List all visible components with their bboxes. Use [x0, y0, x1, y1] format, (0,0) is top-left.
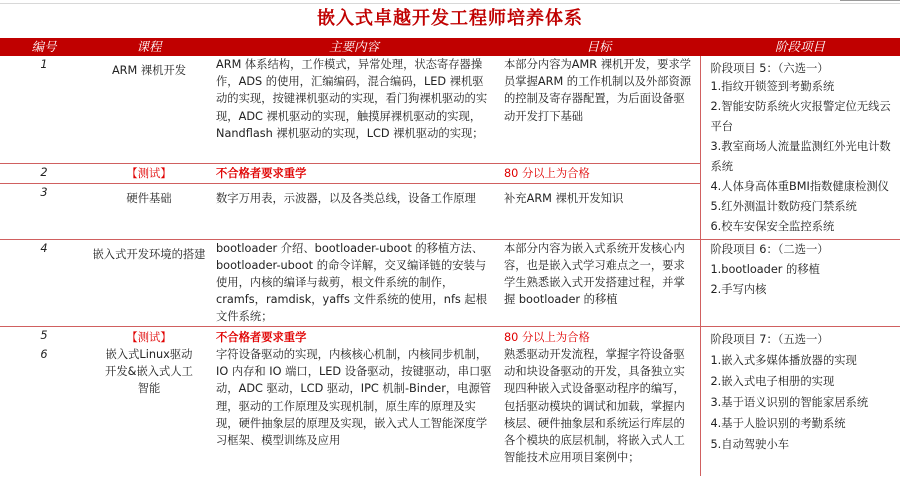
stage-item: 5.自动驾驶小车	[710, 437, 790, 451]
stage-block-6	[700, 239, 900, 326]
header-content: 主要内容	[210, 38, 498, 56]
stage-item: 2.手写内核	[710, 282, 767, 296]
header-stage: 阶段项目	[700, 38, 900, 56]
row-content: 数字万用表，示波器，以及各类总线，设备工作原理	[210, 183, 498, 239]
row-num: 1	[40, 58, 48, 71]
top-rule-end	[840, 0, 900, 4]
row-course: 【测试】	[88, 163, 210, 183]
row-num: 4	[0, 239, 88, 326]
row-goal: 熟悉驱动开发流程，掌握字符设备驱动和块设备驱动的开发，具备独立实现四种嵌入式设备驱动程序的编写，包括驱动模块的调试和加载，掌握内核层、硬件抽象层和系统运行库层的各个模块的底层机制，将嵌入式人工智能技术应用项目案例中；	[504, 348, 685, 465]
stage-title: 阶段项目 6：（二选一）	[710, 242, 829, 256]
stage-item: 3.基于语义识别的智能家居系统	[710, 395, 869, 409]
row-course: ARM 裸机开发	[111, 64, 187, 77]
header-course: 课程	[88, 38, 210, 56]
row-content: ARM 体系结构，工作模式，异常处理，状态寄存器操作，ADS 的使用，汇编编码，混合编码，LED 裸机驱动的实现，按键裸机驱动的实现，看门狗裸机驱动的实现，ADC 裸机驱动的实现，触摸屏裸机驱动的实现，Nandflash 裸机驱动的实现，LCD 裸机驱动的实现；	[216, 58, 488, 140]
table-row	[0, 239, 900, 326]
row-num: 5	[0, 326, 88, 346]
top-rule	[0, 3, 900, 4]
row-goal: 本部分内容为AMR 裸机开发，要求学员掌握ARM 的工作机制以及外部资源的控制及寄存器配置，为后面设备驱动开发打下基础	[504, 58, 692, 123]
stage-title: 阶段项目 7：（五选一）	[710, 332, 829, 346]
row-num: 6	[40, 348, 48, 362]
row-goal: 本部分内容为嵌入式系统开发核心内容，也是嵌入式学习难点之一，要求学生熟悉嵌入式开发搭建过程，并掌握 bootloader 的移植	[498, 239, 700, 326]
stage-block-7	[700, 326, 900, 476]
table-row	[0, 56, 900, 163]
table-row	[0, 326, 900, 346]
stage-item: 1.嵌入式多媒体播放器的实现	[710, 353, 857, 367]
row-content: 不合格者要求重学	[210, 326, 498, 346]
stage-item: 2.智能安防系统火灾报警定位无线云平台	[710, 100, 891, 134]
table-header-row	[0, 38, 900, 56]
row-course: 硬件基础	[88, 183, 210, 239]
stage-item: 5.红外测温计数防疫门禁系统	[710, 200, 857, 214]
stage-item: 1.bootloader 的移植	[710, 262, 820, 276]
header-goal: 目标	[498, 38, 700, 56]
row-content: 不合格者要求重学	[210, 163, 498, 183]
stage-item: 4.基于人脸识别的考勤系统	[710, 416, 846, 430]
stage-item: 3.教室商场人流量监测红外光电计数系统	[710, 140, 891, 174]
stage-block-5	[700, 56, 900, 239]
stage-item: 1.指纹开锁签到考勤系统	[710, 80, 835, 94]
row-num: 2	[0, 163, 88, 183]
header-num: 编号	[0, 38, 88, 56]
row-goal: 80 分以上为合格	[498, 326, 700, 346]
row-goal: 补充ARM 裸机开发知识	[498, 183, 700, 239]
stage-item: 6.校车安保安全监控系统	[710, 220, 835, 234]
stage-item: 2.嵌入式电子相册的实现	[710, 374, 835, 388]
row-content: bootloader 介绍、bootloader-uboot 的移植方法、bootloader-uboot 的命令详解，交叉编译链的安装与使用，内核的编译与裁剪，根文件系统的制作，cramfs，ramdisk，yaffs 文件系统的使用，nfs 起根文件系统；	[210, 239, 498, 326]
row-num: 3	[0, 183, 88, 239]
stage-title: 阶段项目 5：（六选一）	[710, 62, 829, 75]
row-course: 嵌入式Linux驱动开发&嵌入式人工智能	[105, 348, 193, 396]
row-content: 字符设备驱动的实现，内核核心机制，内核同步机制，IO 内存和 IO 端口，LED 设备驱动，按键驱动，串口驱动，ADC 驱动，LCD 驱动，IPC 机制-Binder，电源管理，驱动的工作原理及实现机制，原生库的原理及实现，硬件抽象层的原理及实现，嵌入式人工智能深度学习框架、模型训练及应用	[216, 348, 492, 448]
page-title: 嵌入式卓越开发工程师培养体系	[317, 8, 583, 29]
stage-item: 4.人体身高体重BMI指数健康检测仪	[710, 180, 889, 194]
curriculum-table	[0, 38, 900, 476]
row-course: 【测试】	[88, 326, 210, 346]
row-goal: 80 分以上为合格	[498, 163, 700, 183]
row-course: 嵌入式开发环境的搭建	[88, 239, 210, 326]
